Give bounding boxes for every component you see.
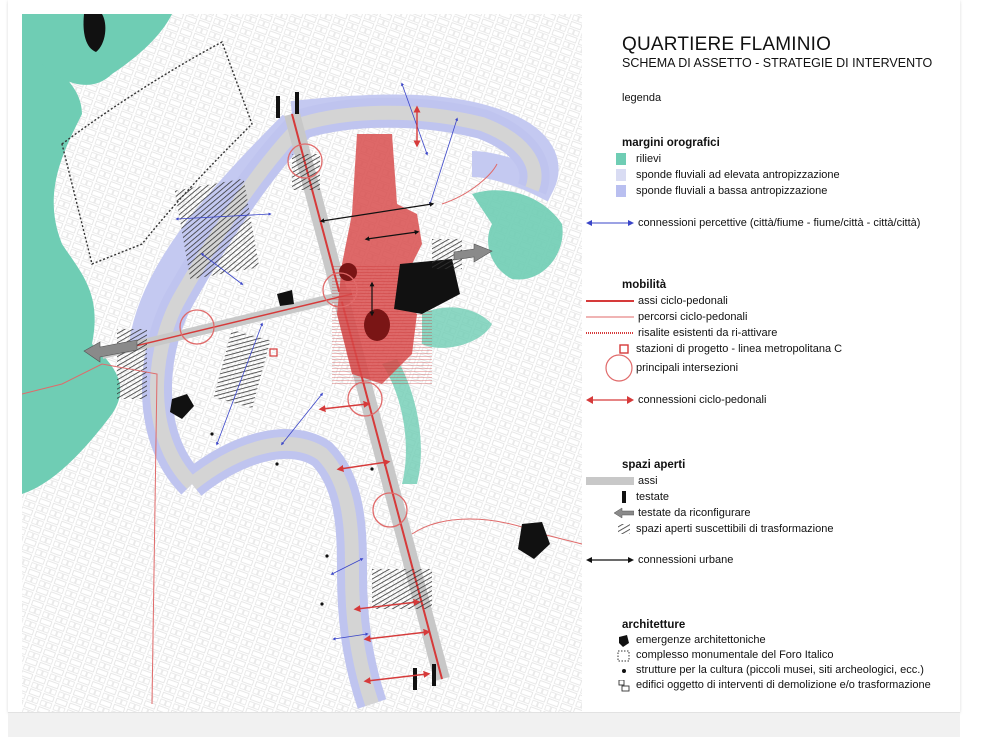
swatch-bank-low [616, 185, 626, 197]
testata-south-2 [432, 664, 436, 686]
red-dotted-line-icon [586, 327, 634, 339]
legend-item-testate-riconf: testate da riconfigurare [622, 505, 982, 521]
page-subtitle: SCHEMA DI ASSETTO - STRATEGIE DI INTERVENTO [622, 56, 933, 70]
palazzetto [339, 263, 357, 281]
legend-item-cultura: strutture per la cultura (piccoli musei, siti archeologici, ecc.) [622, 663, 982, 678]
section-orografici [622, 136, 982, 199]
section-urbane [622, 552, 982, 568]
section-mobilita [622, 278, 982, 379]
black-double-arrow-icon [586, 554, 634, 566]
swatch-relief [616, 153, 626, 165]
section-title: architetture [622, 619, 686, 631]
gray-arrow-icon [586, 507, 634, 519]
culture-dot-1 [275, 462, 278, 465]
hatch-zone-5 [372, 569, 432, 609]
footer-bar [8, 712, 960, 737]
flaminio-map [22, 14, 582, 712]
legend-item-demolizione: edifici oggetto di interventi di demolizione e/o trasformazione [622, 678, 982, 693]
blue-arrow-icon [586, 217, 634, 229]
section-architetture [622, 618, 982, 693]
culture-dot-icon [616, 665, 632, 677]
hatch-zone-6 [117, 329, 147, 399]
testata-bar-icon [616, 491, 632, 503]
legend-item-rilievi: rilievi [622, 151, 982, 167]
legend-item-testate: testate [622, 489, 982, 505]
legend-item-spazi-trasf: spazi aperti suscettibili di trasformazione [622, 521, 982, 537]
legend-item-percorsi: percorsi ciclo-pedonali [622, 309, 982, 325]
hatch-zone-2 [292, 154, 320, 190]
hatch-swatch-icon [616, 523, 632, 535]
legend-item-urbane: connessioni urbane [622, 552, 982, 568]
testata-north-1 [276, 96, 280, 118]
stadium-flaminio [364, 309, 390, 341]
legend-item-emergenze: emergenze architettoniche [622, 633, 982, 648]
black-building-icon [616, 635, 632, 647]
building-outline-icon [616, 680, 632, 692]
legend-item-percettive: connessioni percettive (città/fiume - fiume/città - città/città) [622, 215, 982, 231]
red-thin-line-icon [586, 311, 634, 323]
testata-north-2 [295, 92, 299, 114]
section-title: mobilità [622, 279, 667, 291]
legend-item-bank-low: sponde fluviali a bassa antropizzazione [622, 183, 982, 199]
section-spazi [622, 458, 982, 537]
red-thick-line-icon [586, 295, 634, 307]
section-title: spazi aperti [622, 459, 686, 471]
swatch-bank-high [616, 169, 626, 181]
section-title: margini orografici [622, 137, 720, 149]
legend-item-assi-ciclo: assi ciclo-pedonali [622, 293, 982, 309]
red-double-arrow-icon [586, 394, 634, 406]
section-ciclo [622, 392, 982, 408]
culture-dot-3 [370, 467, 373, 470]
legend-item-ciclo-conn: connessioni ciclo-pedonali [622, 392, 982, 408]
page-title: QUARTIERE FLAMINIO [622, 34, 832, 55]
section-percettive [622, 215, 982, 231]
intersection-circle-icon [602, 353, 636, 383]
legend-item-foro: complesso monumentale del Foro Italico [622, 648, 982, 663]
legend-item-intersezioni: principali intersezioni [622, 357, 982, 379]
dotted-square-icon [616, 650, 632, 662]
culture-dot-4 [320, 602, 323, 605]
testata-south-1 [413, 668, 417, 690]
legend-item-risalite: risalite esistenti da ri-attivare [622, 325, 982, 341]
legend-item-stazioni: stazioni di progetto - linea metropolitana C [622, 341, 982, 357]
legend-item-bank-high: sponde fluviali ad elevata antropizzazione [622, 167, 982, 183]
culture-dot-5 [325, 554, 328, 557]
culture-dot-2 [210, 432, 213, 435]
legend-item-assi: assi [622, 473, 982, 489]
gray-axis-icon [586, 475, 634, 487]
legend-heading: legenda [622, 92, 662, 104]
legend-panel [622, 34, 982, 691]
